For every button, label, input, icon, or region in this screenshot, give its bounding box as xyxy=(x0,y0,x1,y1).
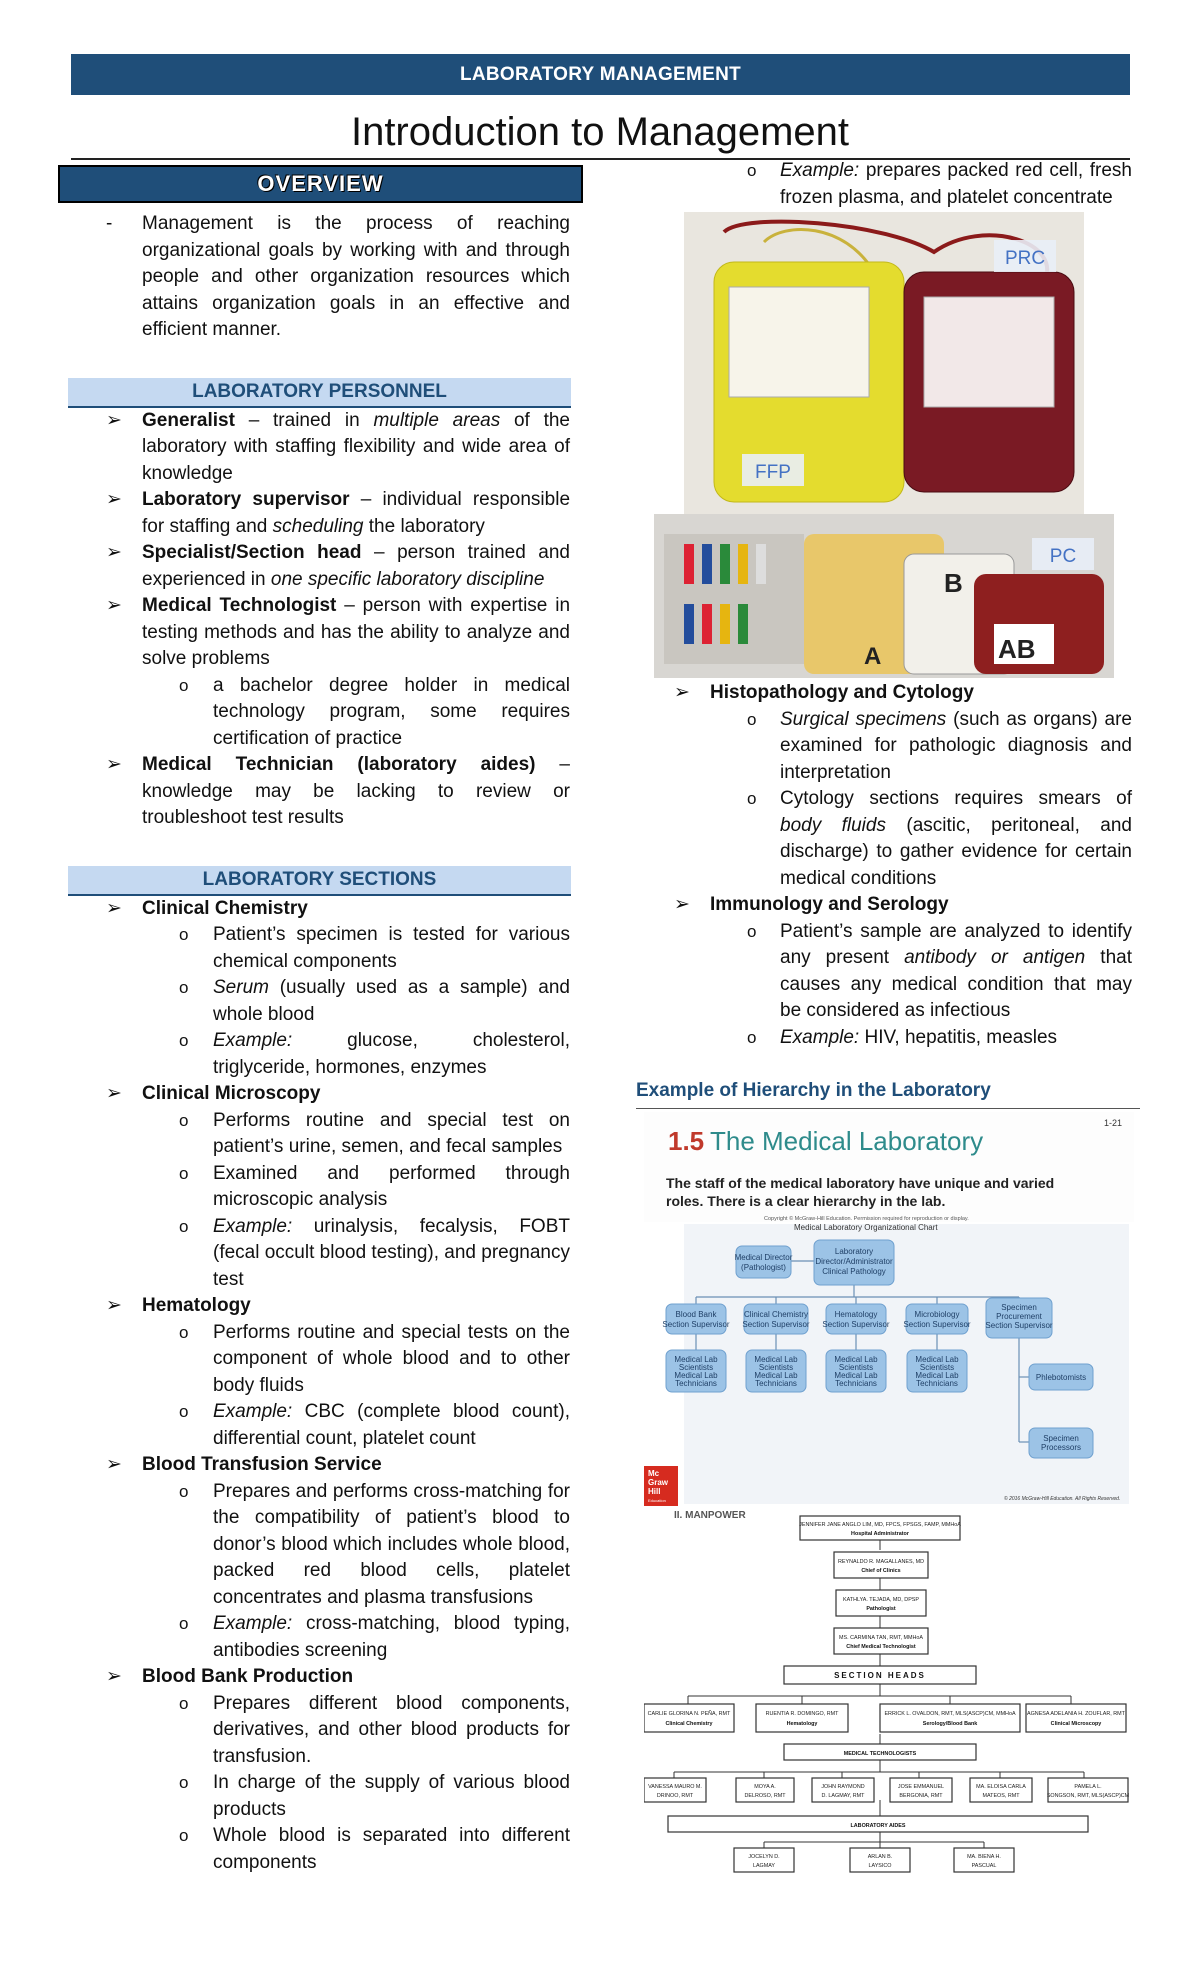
section-name: ➢ Clinical Chemistry xyxy=(71,896,570,923)
svg-text:SONGSON, RMT, MLS(ASCP)CM: SONGSON, RMT, MLS(ASCP)CM xyxy=(1046,1793,1130,1799)
circle-bullet-icon: o xyxy=(747,789,757,808)
header-banner: LABORATORY MANAGEMENT xyxy=(71,54,1130,95)
svg-text:Hospital Administrator: Hospital Administrator xyxy=(851,1531,909,1537)
circle-bullet-icon: o xyxy=(179,1163,189,1183)
svg-text:Medical Lab: Medical Lab xyxy=(834,1371,878,1380)
slide-footer: © 2016 McGraw-Hill Education. All Rights Reserved. xyxy=(1004,1496,1121,1502)
org-chart-title: Medical Laboratory Organizational Chart xyxy=(794,1223,938,1232)
svg-text:Medical Lab: Medical Lab xyxy=(674,1371,718,1380)
svg-text:Blood Bank: Blood Bank xyxy=(675,1310,717,1319)
svg-text:Technicians: Technicians xyxy=(755,1379,797,1388)
arrow-bullet-icon: ➢ xyxy=(106,1454,122,1475)
svg-text:Scientists: Scientists xyxy=(919,1363,955,1372)
sub-list-item: o Prepares different blood components, derivatives, and other blood products for transfusion. xyxy=(179,1692,570,1767)
svg-text:Clinical Chemistry: Clinical Chemistry xyxy=(665,1721,713,1727)
sub-list-item: o Example: CBC (complete blood count), differential count, platelet count xyxy=(179,1401,570,1449)
dash-bullet: - xyxy=(106,213,113,234)
pc-label: PC xyxy=(1049,546,1077,567)
lab-hierarchy-slide xyxy=(644,1112,1134,1506)
section-head-boxes xyxy=(644,1704,1126,1732)
ffp-label: FFP xyxy=(755,462,791,483)
personnel-list xyxy=(71,408,570,832)
overview-text: - Management is the process of reaching organizational goals by working with and through people and other organization resources which attains organization goals in an effective and efficient manner. xyxy=(106,213,570,340)
slide-number: 1.5 xyxy=(668,1126,705,1156)
left-column xyxy=(71,165,570,1876)
sub-list-item: o Prepares and performs cross-matching for the compatibility of patient’s blood to donor’s blood which includes whole blood, packed red blood cells, platelet concentrates and plasma transfusions xyxy=(179,1480,570,1608)
svg-text:MA. ELOISA CARLA: MA. ELOISA CARLA xyxy=(976,1784,1026,1790)
arrow-bullet-icon: ➢ xyxy=(106,542,122,563)
svg-text:LABORATORY AIDES: LABORATORY AIDES xyxy=(850,1823,906,1829)
svg-text:(Pathologist): (Pathologist) xyxy=(741,1263,786,1272)
circle-bullet-icon: o xyxy=(179,1481,189,1501)
manpower-heading: II. MANPOWER xyxy=(674,1510,746,1521)
list-item: ➢ Medical Technologist – person with expertise in testing methods and has the ability to analyze and solve problems xyxy=(106,595,571,669)
sub-list-item: o Serum (usually used as a sample) and whole blood xyxy=(179,977,570,1025)
personnel-heading: LABORATORY PERSONNEL xyxy=(68,378,571,408)
arrow-bullet-icon: ➢ xyxy=(106,595,122,616)
svg-text:ARLAN B.: ARLAN B. xyxy=(867,1854,893,1860)
svg-text:JENNIFER JANE ANGLO LIM, MD, F: JENNIFER JANE ANGLO LIM, MD, FPCS, FPSGS, FAMP, MMHoA xyxy=(799,1522,961,1528)
section-name: ➢ Histopathology and Cytology xyxy=(642,680,1132,707)
slide-title: The Medical Laboratory xyxy=(710,1126,984,1156)
overview-heading: OVERVIEW xyxy=(58,165,583,203)
svg-text:Specimen: Specimen xyxy=(1043,1434,1079,1443)
svg-text:Medical Lab: Medical Lab xyxy=(915,1355,959,1364)
circle-bullet-icon: o xyxy=(179,1402,189,1421)
sub-list-item: o Example: prepares packed red cell, fresh frozen plasma, and platelet concentrate xyxy=(747,160,1132,208)
circle-bullet-icon: o xyxy=(179,1216,189,1236)
svg-text:Serology/Blood Bank: Serology/Blood Bank xyxy=(922,1721,978,1727)
svg-text:SECTION HEADS: SECTION HEADS xyxy=(834,1671,926,1680)
sub-list-item: o Whole blood is separated into different components xyxy=(179,1825,570,1873)
arrow-bullet-icon: ➢ xyxy=(674,682,690,703)
slide-subtitle-box xyxy=(666,1174,1066,1218)
svg-text:Medical Lab: Medical Lab xyxy=(754,1355,798,1364)
svg-text:LAGMAY: LAGMAY xyxy=(752,1863,776,1869)
circle-bullet-icon: o xyxy=(179,1773,189,1792)
sub-list-item: o Patient’s specimen is tested for various chemical components xyxy=(179,924,570,972)
aide-boxes xyxy=(734,1848,1014,1872)
svg-text:Section Supervisor: Section Supervisor xyxy=(742,1320,810,1329)
svg-text:DRINOO, RMT: DRINOO, RMT xyxy=(656,1793,694,1799)
page-title: Introduction to Management xyxy=(350,110,850,154)
svg-text:Clinical Chemistry: Clinical Chemistry xyxy=(743,1310,809,1319)
circle-bullet-icon: o xyxy=(179,1693,189,1713)
svg-text:Medical Lab: Medical Lab xyxy=(674,1355,718,1364)
svg-text:Scientists: Scientists xyxy=(758,1363,794,1372)
svg-text:Mc: Mc xyxy=(648,1469,660,1478)
svg-text:Phlebotomists: Phlebotomists xyxy=(1035,1373,1087,1382)
sub-list-item: o Performs routine and special test on patient’s urine, semen, and fecal samples xyxy=(179,1109,570,1157)
section-name: ➢ Hematology xyxy=(71,1293,570,1320)
circle-bullet-icon: o xyxy=(179,1826,189,1845)
svg-text:Education: Education xyxy=(648,1498,666,1503)
circle-bullet-icon: o xyxy=(747,709,757,729)
right-column-mid xyxy=(642,680,1132,1051)
svg-text:MATEOS, RMT: MATEOS, RMT xyxy=(982,1793,1020,1799)
right-column-top xyxy=(642,158,1132,211)
svg-text:BERGONIA, RMT: BERGONIA, RMT xyxy=(899,1793,943,1799)
svg-text:Section Supervisor: Section Supervisor xyxy=(985,1321,1053,1330)
svg-text:Chief of Clinics: Chief of Clinics xyxy=(861,1568,901,1574)
circle-bullet-icon: o xyxy=(747,1027,757,1047)
sub-list-item: o Examined and performed through microscopic analysis xyxy=(179,1162,570,1210)
circle-bullet-icon: o xyxy=(179,1614,189,1633)
arrow-bullet-icon: ➢ xyxy=(106,409,122,431)
blood-bags-photo xyxy=(684,212,1084,514)
sub-list-item: o Performs routine and special tests on the component of whole blood and to other body fluids xyxy=(179,1321,570,1396)
section-name: ➢ Immunology and Serology xyxy=(642,892,1132,919)
arrow-bullet-icon: ➢ xyxy=(106,1083,122,1104)
svg-text:Chief Medical Technologist: Chief Medical Technologist xyxy=(846,1644,916,1650)
svg-text:Director/Administrator: Director/Administrator xyxy=(815,1257,893,1266)
svg-text:Hematology: Hematology xyxy=(834,1310,878,1319)
svg-text:Pathologist: Pathologist xyxy=(866,1606,896,1612)
svg-text:JOSE EMMANUEL: JOSE EMMANUEL xyxy=(897,1784,945,1790)
svg-text:Technicians: Technicians xyxy=(675,1379,717,1388)
svg-text:Hematology: Hematology xyxy=(786,1721,818,1727)
arrow-bullet-icon: ➢ xyxy=(106,1295,122,1316)
svg-text:Processors: Processors xyxy=(1040,1443,1082,1452)
svg-text:Section Supervisor: Section Supervisor xyxy=(662,1320,730,1329)
manpower-org-chart xyxy=(644,1508,1134,1914)
svg-text:KATHLYA. TEJADA, MD, DPSP: KATHLYA. TEJADA, MD, DPSP xyxy=(843,1597,919,1603)
slide-page-number: 1-21 xyxy=(1104,1118,1123,1128)
svg-text:JOHN RAYMOND: JOHN RAYMOND xyxy=(821,1784,865,1790)
svg-text:Medical Director: Medical Director xyxy=(734,1253,793,1262)
arrow-bullet-icon: ➢ xyxy=(106,754,122,775)
sub-list-item: o a bachelor degree holder in medical technology program, some requires certification of practice xyxy=(179,674,570,749)
svg-text:Clinical Microscopy: Clinical Microscopy xyxy=(1050,1721,1102,1727)
hierarchy-heading: Example of Hierarchy in the Laboratory xyxy=(636,1080,991,1101)
bag-b-label: B xyxy=(944,568,963,598)
svg-text:MEDICAL TECHNOLOGISTS: MEDICAL TECHNOLOGISTS xyxy=(843,1751,917,1757)
slide-subtitle: The staff of the medical laboratory have unique and varied roles. There is a clear hierarchy in the lab. xyxy=(666,1175,1055,1209)
platelet-bags-photo xyxy=(654,514,1114,678)
circle-bullet-icon: o xyxy=(747,161,757,180)
slide-copyright: Copyright © McGraw-Hill Education. Permission required for reproduction or display. xyxy=(764,1216,969,1222)
sub-list-item: o Example: cross-matching, blood typing, antibodies screening xyxy=(179,1613,570,1661)
sub-list-item: o Example: urinalysis, fecalysis, FOBT (fecal occult blood testing), and pregnancy test xyxy=(179,1215,570,1290)
sub-list-item: o Cytology sections requires smears of body fluids (ascitic, peritoneal, and discharge) to gather evidence for certain medical conditions xyxy=(747,788,1132,889)
svg-text:JOCELYN D.: JOCELYN D. xyxy=(748,1854,780,1860)
svg-text:MS. CARMINA TAN, RMT, MMHoA: MS. CARMINA TAN, RMT, MMHoA xyxy=(839,1635,923,1641)
svg-text:Medical Lab: Medical Lab xyxy=(834,1355,878,1364)
circle-bullet-icon: o xyxy=(179,978,189,997)
supervisor-boxes xyxy=(662,1298,1052,1338)
svg-text:Technicians: Technicians xyxy=(835,1379,877,1388)
svg-text:DELROSO, RMT: DELROSO, RMT xyxy=(744,1793,786,1799)
svg-text:Medical Lab: Medical Lab xyxy=(915,1371,959,1380)
svg-text:Specimen: Specimen xyxy=(1001,1303,1037,1312)
list-item: ➢ Laboratory supervisor – individual responsible for staffing and scheduling the laboratory xyxy=(106,489,571,537)
svg-text:Microbiology: Microbiology xyxy=(914,1310,960,1319)
svg-text:LAYSICO: LAYSICO xyxy=(868,1863,892,1869)
prc-label: PRC xyxy=(1004,248,1046,269)
circle-bullet-icon: o xyxy=(179,925,189,944)
circle-bullet-icon: o xyxy=(179,1031,189,1050)
bag-a-label: A xyxy=(864,643,882,670)
svg-text:CARLIE GLORINA N. PEÑA, RMT: CARLIE GLORINA N. PEÑA, RMT xyxy=(647,1711,731,1717)
svg-text:ERRICK L. OVALDON, RMT, MLS(AS: ERRICK L. OVALDON, RMT, MLS(ASCP)CM, MMHoA xyxy=(884,1711,1016,1717)
arrow-bullet-icon: ➢ xyxy=(106,489,122,510)
hierarchy-rule xyxy=(636,1108,1140,1109)
svg-text:RUENTIA R. DOMINGO, RMT: RUENTIA R. DOMINGO, RMT xyxy=(765,1711,839,1717)
svg-text:Scientists: Scientists xyxy=(678,1363,714,1372)
svg-text:MA. BIENA H.: MA. BIENA H. xyxy=(967,1854,1001,1860)
bag-ab-label: AB xyxy=(998,634,1036,664)
svg-text:Clinical Pathology: Clinical Pathology xyxy=(822,1267,886,1276)
svg-text:PASCUAL: PASCUAL xyxy=(971,1863,997,1869)
section-name: ➢ Blood Transfusion Service xyxy=(71,1452,570,1479)
svg-text:Section Supervisor: Section Supervisor xyxy=(822,1320,890,1329)
section-name: ➢ Clinical Microscopy xyxy=(71,1081,570,1108)
sub-list-item: o Example: glucose, cholesterol, triglyceride, hormones, enzymes xyxy=(179,1030,570,1078)
svg-text:D. LAGMAY, RMT: D. LAGMAY, RMT xyxy=(821,1793,865,1799)
svg-text:Technicians: Technicians xyxy=(916,1379,958,1388)
sections-heading: LABORATORY SECTIONS xyxy=(68,866,571,896)
sub-list-item: o Patient’s sample are analyzed to identify any present antibody or antigen that causes any medical condition that may be considered as infectious xyxy=(747,920,1132,1021)
svg-text:Graw: Graw xyxy=(648,1478,669,1487)
svg-text:VANESSA MAURO M.: VANESSA MAURO M. xyxy=(648,1784,702,1790)
svg-text:Procurement: Procurement xyxy=(996,1312,1042,1321)
circle-bullet-icon: o xyxy=(179,1110,189,1130)
arrow-bullet-icon: ➢ xyxy=(674,894,690,915)
svg-text:MOYA A.: MOYA A. xyxy=(754,1784,776,1790)
svg-text:PAMELA L.: PAMELA L. xyxy=(1074,1784,1102,1790)
list-item: ➢ Medical Technician (laboratory aides) – knowledge may be lacking to review or troubleshoot test results xyxy=(106,754,570,828)
sub-list-item: o Surgical specimens (such as organs) are examined for pathologic diagnosis and interpretation xyxy=(747,708,1132,783)
list-item: ➢ Specialist/Section head – person trained and experienced in one specific laboratory discipline xyxy=(106,542,570,590)
svg-text:Section Supervisor: Section Supervisor xyxy=(903,1320,971,1329)
section-name: ➢ Blood Bank Production xyxy=(71,1664,570,1691)
arrow-bullet-icon: ➢ xyxy=(106,1666,122,1687)
arrow-bullet-icon: ➢ xyxy=(106,897,122,919)
svg-text:REYNALDO R. MAGALLANES, MD: REYNALDO R. MAGALLANES, MD xyxy=(838,1559,924,1565)
svg-text:AGNESA ADELANIA H. ZOUFLAR, RM: AGNESA ADELANIA H. ZOUFLAR, RMT xyxy=(1027,1711,1125,1717)
sub-list-item: o In charge of the supply of various blood products xyxy=(179,1772,570,1820)
circle-bullet-icon: o xyxy=(747,921,757,941)
svg-text:Laboratory: Laboratory xyxy=(834,1247,874,1256)
list-item: ➢ Generalist – trained in multiple areas of the laboratory with staffing flexibility and wide area of knowledge xyxy=(106,409,570,484)
circle-bullet-icon: o xyxy=(179,1322,189,1342)
svg-text:Hill: Hill xyxy=(648,1487,661,1496)
svg-text:Medical Lab: Medical Lab xyxy=(754,1371,798,1380)
svg-text:Scientists: Scientists xyxy=(838,1363,874,1372)
circle-bullet-icon: o xyxy=(179,675,189,695)
sub-list-item: o Example: HIV, hepatitis, measles xyxy=(642,1025,1132,1052)
